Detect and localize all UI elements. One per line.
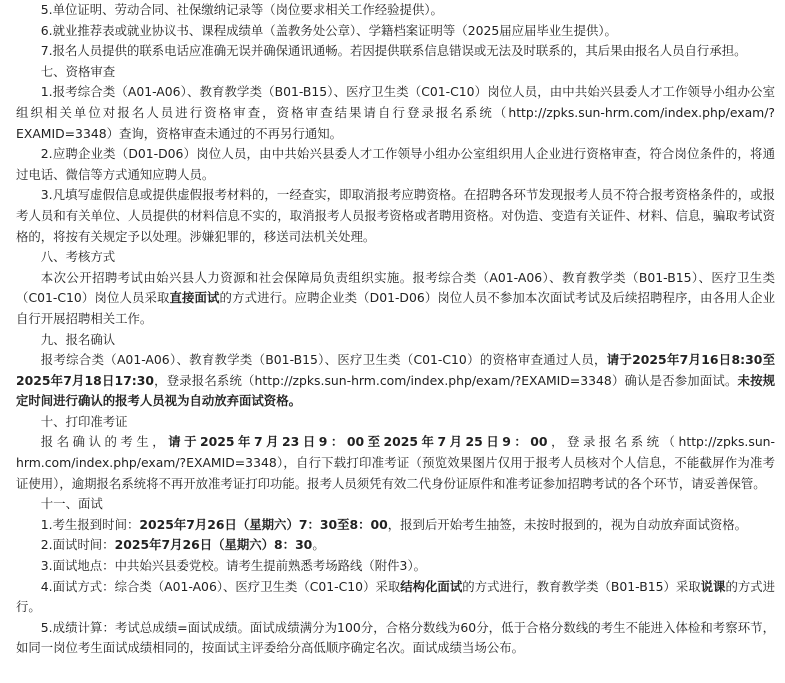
s10-text-b: ，登录报名系统（http://zpks.sun-hrm.com/index.php/exam/?EXAMID=3348），自行下载打印准考证（预览效果图片仅用于报考人员核对个人信息，不能截屏作为准考证使用），逾期报名系统将不再开放准考证打印功能。报考人员须凭有效二代身份证原件和准考证参加招聘考试的各个环节，请妥善保管。 (16, 434, 776, 491)
s10-bold: 请于2025年7月23日9：00至2025年7月25日9：00 (168, 434, 548, 450)
s11-i1-bold: 2025年7月26日（星期六）7：30至8：00 (139, 516, 388, 532)
s11-i4-b: 的方式进行，教育教学类（B01-B15）采取 (462, 578, 701, 594)
section-heading-assessment: 八、考核方式 (40, 249, 116, 265)
s11-item3: 3.面试地点：中共始兴县委党校。请考生提前熟悉考场路线（附件3）。 (40, 558, 427, 574)
s10-text-a: 报名确认的考生， (40, 434, 169, 450)
s7-item3: 3.凡填写虚假信息或提供虚假报考材料的，一经查实，即取消报考应聘资格。在招聘各环节发现报考人员不符合报考资格条件的，或报考人员和有关单位、人员提供的材料信息不实的，取消报考人员报考资格或者聘用资格。对伪造、变造有关证件、材料、信息，骗取考试资格的，将按有关规定予以处理。涉嫌犯罪的，移送司法机关处理。 (16, 187, 775, 244)
s11-item5: 5.成绩计算：考试总成绩=面试成绩。面试成绩满分为100分，合格分数线为60分，低于合格分数线的考生不能进入体检和考察环节，如同一岗位考生面试成绩相同的，按面试主评委给分高低顺序确定名次。面试成绩当场公布。 (16, 619, 775, 656)
s11-i1-a: 1.考生报到时间： (40, 516, 140, 532)
s6-item7: 7.报名人员提供的联系电话应准确无误并确保通讯通畅。若因提供联系信息错误或无法及时联系的，其后果由报名人员自行承担。 (40, 43, 747, 59)
s11-i2-a: 2.面试时间： (40, 537, 115, 553)
s11-item1 (16, 515, 775, 536)
s7-item1: 1.报考综合类（A01-A06）、教育教学类（B01-B15）、医疗卫生类（C01-C10）岗位人员，由中共始兴县委人才工作领导小组办公室组织相关单位对报名人员进行资格审查，资格审查结果请自行登录报名系统（http://zpks.sun-hrm.com/index.php/exam/?EXAMID=3348）查询，资格审查未通过的不再另行通知。 (16, 84, 775, 141)
s9-text-b: ，登录报名系统（http://zpks.sun-hrm.com/index.php/exam/?EXAMID=3348）确认是否参加面试。 (153, 372, 738, 388)
s9-bold-2: 未按规定时间进行确认的报考人员视为自动放弃面试资格。 (16, 372, 776, 409)
s11-i2-b: 。 (312, 537, 325, 553)
s8-text-b: 的方式进行。应聘企业类（D01-D06）岗位人员不参加本次面试考试及后续招聘程序，由各用人企业自行开展招聘相关工作。 (16, 290, 775, 326)
s9-text-a: 报考综合类（A01-A06）、教育教学类（B01-B15）、医疗卫生类（C01-C10）的资格审查通过人员， (40, 352, 607, 368)
section-heading-admission-ticket: 十、打印准考证 (40, 413, 128, 429)
s9-bold-1: 请于2025年7月16日8:30至2025年7月18日17:30 (16, 352, 776, 388)
s11-i4-a: 4.面试方式：综合类（A01-A06）、医疗卫生类（C01-C10）采取 (40, 578, 401, 594)
s11-i4-bold-2: 说课 (700, 578, 726, 594)
s10-paragraph (16, 432, 775, 494)
s11-item2 (16, 535, 775, 556)
s11-i1-b: ，报到后开始考生抽签，未按时报到的，视为自动放弃面试资格。 (387, 516, 748, 532)
s7-item2: 2.应聘企业类（D01-D06）岗位人员，由中共始兴县委人才工作领导小组办公室组织用人企业进行资格审查，符合岗位条件的，将通过电话、微信等方式通知应聘人员。 (16, 146, 775, 182)
s11-i2-bold: 2025年7月26日（星期六）8：30 (114, 537, 313, 553)
s6-item6: 6.就业推荐表或就业协议书、课程成绩单（盖教务处公章）、学籍档案证明等（2025届应届毕业生提供）。 (40, 22, 617, 38)
s11-item4 (16, 577, 775, 618)
section-heading-qualification: 七、资格审查 (40, 63, 116, 79)
s11-i4-c: 的方式进行。 (16, 578, 776, 615)
section-heading-confirmation: 九、报名确认 (40, 331, 116, 347)
s8-text-a: 本次公开招聘考试由始兴县人力资源和社会保障局负责组织实施。报考综合类（A01-A06）、教育教学类（B01-B15）、医疗卫生类（C01-C10）岗位人员采取 (16, 269, 775, 306)
s9-paragraph (16, 350, 775, 412)
s6-item5: 5.单位证明、劳动合同、社保缴纳记录等（岗位要求相关工作经验提供）。 (40, 2, 443, 17)
s11-i4-bold-1: 结构化面试 (400, 578, 463, 594)
s8-paragraph (16, 268, 775, 330)
section-heading-interview: 十一、面试 (40, 496, 103, 512)
s8-bold: 直接面试 (169, 290, 220, 306)
